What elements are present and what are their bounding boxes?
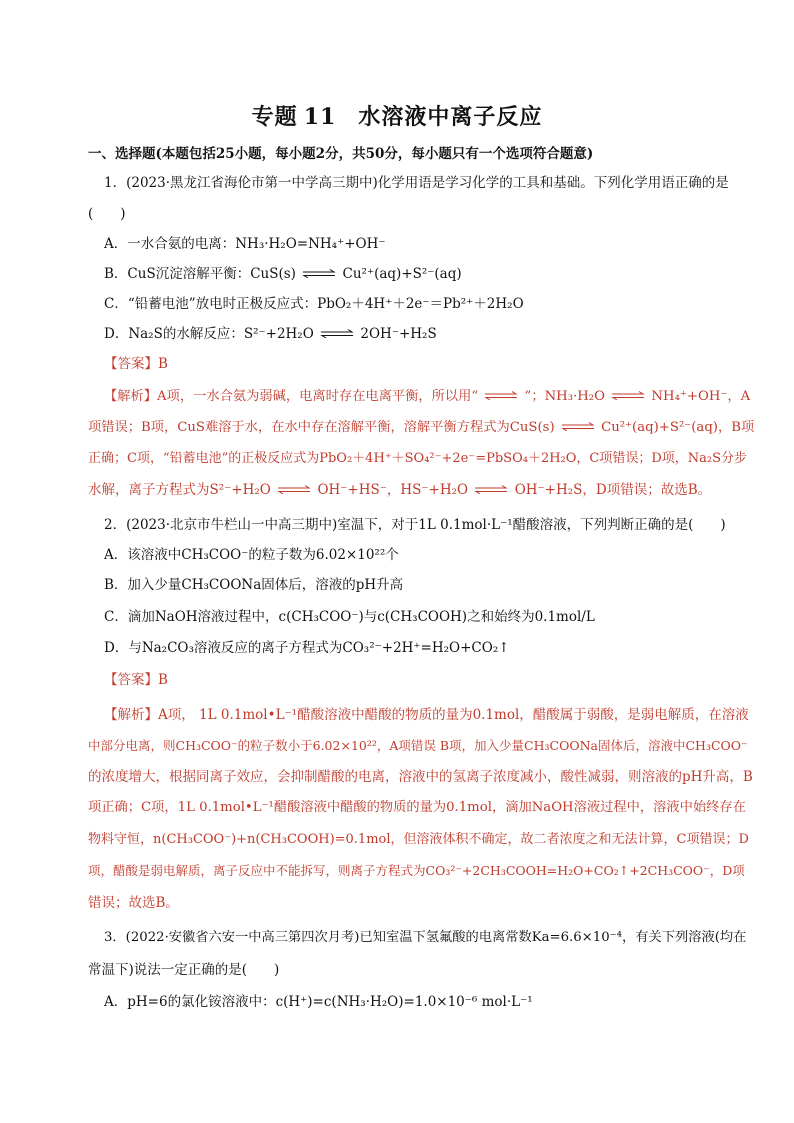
- q3-option-a: A．pH=6的氯化铵溶液中：c(H⁺)=c(NH₃·H₂O)=1.0×10⁻⁶ mol·L⁻¹: [104, 994, 533, 1010]
- q2-explanation-line7: 错误；故选B。: [88, 895, 179, 911]
- q1-exp-text: 水解，离子方程式为S²⁻+H₂O: [88, 482, 271, 498]
- q1-option-d-left: D．Na₂S的水解反应：S²⁻+2H₂O: [104, 326, 314, 342]
- equilibrium-arrow-icon: [484, 391, 518, 400]
- q1-stem-line2: ( ): [88, 206, 126, 222]
- q1-option-c: C．“铅蓄电池”放电时正极反应式：PbO₂＋4H⁺＋2e⁻＝Pb²⁺＋2H₂O: [104, 296, 524, 312]
- equilibrium-arrow-icon: [320, 329, 354, 338]
- q2-explanation-line2: 中部分电离，则CH₃COO⁻的粒子数小于6.02×10²²，A项错误 B项，加入少量CH₃COONa固体后，溶液中CH₃COO⁻: [88, 738, 748, 753]
- q1-option-a: A．一水合氨的电离：NH₃·H₂O=NH₄⁺+OH⁻: [104, 236, 386, 252]
- title-number: 11: [303, 104, 337, 130]
- section-heading: 一、选择题(本题包括25小题，每小题2分，共50分，每小题只有一个选项符合题意): [88, 146, 594, 162]
- q1-option-b: [104, 264, 734, 284]
- equilibrium-arrow-icon: [561, 422, 595, 431]
- q1-exp-text: OH⁻+H₂S，D项错误；故选B。: [514, 482, 712, 498]
- title-topic: 水溶液中离子反应: [358, 104, 543, 130]
- page-title: [0, 100, 794, 131]
- q1-explanation-line2: [88, 418, 755, 438]
- q1-exp-text: 项错误；B项，CuS难溶于水，在水中存在溶解平衡，溶解平衡方程式为CuS(s): [88, 420, 555, 435]
- q2-option-d: D．与Na₂CO₃溶液反应的离子方程式为CO₃²⁻+2H⁺=H₂O+CO₂↑: [104, 640, 510, 656]
- q1-stem-line1: 1．(2023·黑龙江省海伦市第一中学高三期中)化学用语是学习化学的工具和基础。下列化学用语正确的是: [104, 175, 729, 191]
- q1-explanation-line3: 正确；C项，“铅蓄电池”的正极反应式为PbO₂＋4H⁺＋SO₄²⁻+2e⁻=PbSO₄＋2H₂O，C项错误；D项，Na₂S分步: [88, 451, 748, 466]
- q1-option-d: [104, 324, 734, 344]
- q2-explanation-line5: 物料守恒，n(CH₃COO⁻)+n(CH₃COOH)=0.1mol，但溶液体积不确定，故二者浓度之和无法计算，C项错误；D: [88, 832, 749, 847]
- q2-explanation-line1: 【解析】A项， 1L 0.1mol•L⁻¹醋酸溶液中醋酸的物质的量为0.1mol，醋酸属于弱酸，是弱电解质，在溶液: [104, 707, 749, 723]
- equilibrium-arrow-icon: [277, 485, 311, 494]
- q2-option-b: B．加入少量CH₃COONa固体后，溶液的pH升高: [104, 577, 404, 593]
- q2-explanation-line4: 项正确；C项，1L 0.1mol•L⁻¹醋酸溶液中醋酸的物质的量为0.1mol，滴加NaOH溶液过程中，溶液中始终存在: [88, 800, 746, 815]
- q2-stem: 2．(2023·北京市牛栏山一中高三期中)室温下，对于1L 0.1mol·L⁻¹醋酸溶液，下列判断正确的是( ): [104, 517, 726, 533]
- q1-option-b-right: Cu²⁺(aq)+S²⁻(aq): [342, 266, 462, 282]
- q2-explanation-line3: 的浓度增大，根据同离子效应，会抑制醋酸的电离，溶液中的氢离子浓度减小，酸性减弱，则溶液的pH升高，B: [88, 769, 753, 785]
- q1-exp-text: 【解析】A项，一水合氨为弱碱，电离时存在电离平衡，所以用“: [104, 389, 479, 404]
- q1-explanation-line1: [104, 387, 751, 407]
- title-prefix: 专题: [251, 104, 298, 130]
- q1-exp-text: Cu²⁺(aq)+S²⁻(aq)，B项: [601, 420, 755, 435]
- equilibrium-arrow-icon: [611, 391, 645, 400]
- q3-stem-line1: 3．(2022·安徽省六安一中高三第四次月考)已知室温下氢氟酸的电离常数Ka=6.6×10⁻⁴，有关下列溶液(均在: [104, 930, 747, 945]
- equilibrium-arrow-icon: [302, 269, 336, 278]
- q1-option-b-left: B．CuS沉淀溶解平衡：CuS(s): [104, 266, 296, 282]
- q2-option-a: A．该溶液中CH₃COO⁻的粒子数为6.02×10²²个: [104, 547, 399, 563]
- q1-exp-text: OH⁻+HS⁻，HS⁻+H₂O: [317, 482, 469, 498]
- q1-answer: 【答案】B: [104, 356, 168, 372]
- equilibrium-arrow-icon: [474, 485, 508, 494]
- q2-answer: 【答案】B: [104, 672, 168, 688]
- q3-stem-line2: 常温下)说法一定正确的是( ): [88, 962, 280, 978]
- q1-exp-text: ”；NH₃·H₂O: [524, 389, 605, 404]
- q1-option-d-right: 2OH⁻+H₂S: [360, 326, 437, 342]
- q2-option-c: C．滴加NaOH溶液过程中，c(CH₃COO⁻)与c(CH₃COOH)之和始终为0.1mol/L: [104, 609, 595, 625]
- q1-explanation-line4: [88, 480, 734, 500]
- q1-exp-text: NH₄⁺+OH⁻，A: [651, 389, 751, 404]
- q2-explanation-line6: 项，醋酸是弱电解质，离子反应中不能拆写，则离子方程式为CO₃²⁻+2CH₃COOH=H₂O+CO₂↑+2CH₃COO⁻，D项: [88, 863, 745, 878]
